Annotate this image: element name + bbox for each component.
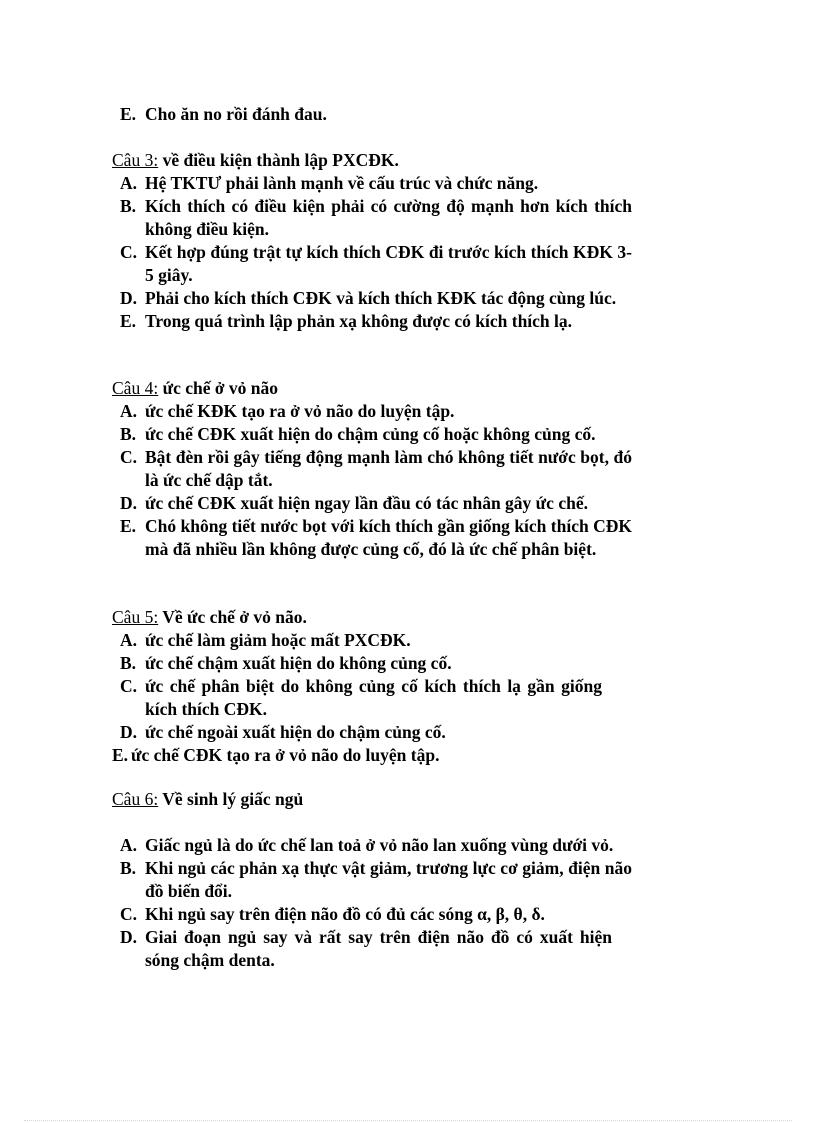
question-5: [112, 606, 632, 767]
q5-option-d: [112, 721, 632, 744]
option-letter: D.: [120, 288, 138, 308]
option-text: Kết hợp đúng trật tự kích thích CĐK đi trước kích thích KĐK 3-5 giây.: [145, 242, 632, 285]
option-text: Phải cho kích thích CĐK và kích thích KĐK tác động cùng lúc.: [145, 288, 617, 308]
option-text: Bật đèn rồi gây tiếng động mạnh làm chó không tiết nước bọt, đó là ức chế dập tắt.: [145, 447, 632, 490]
q6-option-c: [112, 903, 632, 926]
option-text: Giấc ngủ là do ức chế lan toả ở vỏ não lan xuống vùng dưới vỏ.: [145, 835, 614, 855]
question-title: về điều kiện thành lập PXCĐK.: [162, 150, 399, 170]
question-number: Câu 5:: [112, 607, 159, 627]
question-4-heading: [112, 377, 632, 400]
q5-option-b: [112, 652, 632, 675]
intro-block: [112, 103, 632, 126]
option-text: ức chế CĐK xuất hiện do chậm củng cố hoặc không củng cố.: [145, 424, 596, 444]
option-letter: A.: [120, 173, 138, 193]
option-text: Khi ngủ say trên điện não đồ có đủ các sóng α, β, θ, δ.: [145, 904, 545, 924]
option-letter: C.: [120, 242, 138, 262]
question-6-heading: [112, 788, 632, 811]
option-e-intro: [112, 103, 632, 126]
option-letter: C.: [120, 676, 138, 696]
option-letter: D.: [120, 927, 138, 947]
option-letter: E.: [120, 516, 137, 536]
q3-option-d: [112, 287, 632, 310]
q6-option-b: [112, 857, 632, 903]
page-bottom-rule: [24, 1120, 792, 1121]
question-number: Câu 3:: [112, 150, 159, 170]
question-title: Về sinh lý giấc ngủ: [162, 789, 304, 809]
question-5-heading: [112, 606, 632, 629]
option-text: ức chế ngoài xuất hiện do chậm củng cố.: [145, 722, 446, 742]
option-text: Chó không tiết nước bọt với kích thích gần giống kích thích CĐK mà đã nhiều lần không được củng cố, đó là ức chế phân biệt.: [145, 516, 632, 559]
option-letter: A.: [120, 401, 138, 421]
option-letter: C.: [120, 904, 138, 924]
option-letter: B.: [120, 196, 137, 216]
q6-option-a: [112, 834, 632, 857]
option-text: Khi ngủ các phản xạ thực vật giảm, trương lực cơ giảm, điện não đồ biến đổi.: [145, 858, 632, 901]
question-3: [112, 149, 632, 333]
option-text: Trong quá trình lập phản xạ không được có kích thích lạ.: [145, 311, 573, 331]
option-letter: B.: [120, 653, 137, 673]
option-letter: A.: [120, 630, 138, 650]
option-letter: C.: [120, 447, 138, 467]
q5-option-c: [112, 675, 632, 721]
question-6-heading-block: [112, 788, 632, 811]
option-text: ức chế chậm xuất hiện do không củng cố.: [145, 653, 452, 673]
option-text: Hệ TKTƯ phải lành mạnh về cấu trúc và chức năng.: [145, 173, 539, 193]
q6-option-d: [112, 926, 632, 972]
option-text: ức chế CĐK xuất hiện ngay lần đầu có tác nhân gây ức chế.: [145, 493, 588, 513]
question-6-options: [112, 834, 632, 972]
q4-option-d: [112, 492, 632, 515]
q4-option-a: [112, 400, 632, 423]
q4-option-b: [112, 423, 632, 446]
option-text: ức chế CĐK tạo ra ở vỏ não do luyện tập.: [131, 745, 440, 765]
option-text: ức chế phân biệt do không củng cố kích thích lạ gần giống kích thích CĐK.: [145, 676, 602, 719]
q3-option-c: [112, 241, 632, 287]
q3-option-e: [112, 310, 632, 333]
q4-option-e: [112, 515, 632, 561]
option-text: Giai đoạn ngủ say và rất say trên điện não đồ có xuất hiện sóng chậm denta.: [145, 927, 612, 970]
option-text: ức chế KĐK tạo ra ở vỏ não do luyện tập.: [145, 401, 455, 421]
option-letter: A.: [120, 835, 138, 855]
option-letter: B.: [120, 858, 137, 878]
question-title: Về ức chế ở vỏ não.: [162, 607, 307, 627]
q5-option-e: [112, 744, 632, 767]
q3-option-b: [112, 195, 632, 241]
question-3-heading: [112, 149, 632, 172]
question-number: Câu 6:: [112, 789, 159, 809]
option-letter: D.: [120, 493, 138, 513]
q4-option-c: [112, 446, 632, 492]
question-4: [112, 377, 632, 561]
option-letter: B.: [120, 424, 137, 444]
option-letter: D.: [120, 722, 138, 742]
option-letter: E.: [120, 104, 137, 124]
question-number: Câu 4:: [112, 378, 159, 398]
question-title: ức chế ở vỏ não: [162, 378, 279, 398]
option-letter: E.: [120, 311, 137, 331]
option-letter: E.: [112, 745, 129, 765]
q3-option-a: [112, 172, 632, 195]
option-text: Kích thích có điều kiện phải có cường độ mạnh hơn kích thích không điều kiện.: [145, 196, 632, 239]
option-text: ức chế làm giảm hoặc mất PXCĐK.: [145, 630, 411, 650]
q5-option-a: [112, 629, 632, 652]
option-text: Cho ăn no rồi đánh đau.: [145, 104, 327, 124]
